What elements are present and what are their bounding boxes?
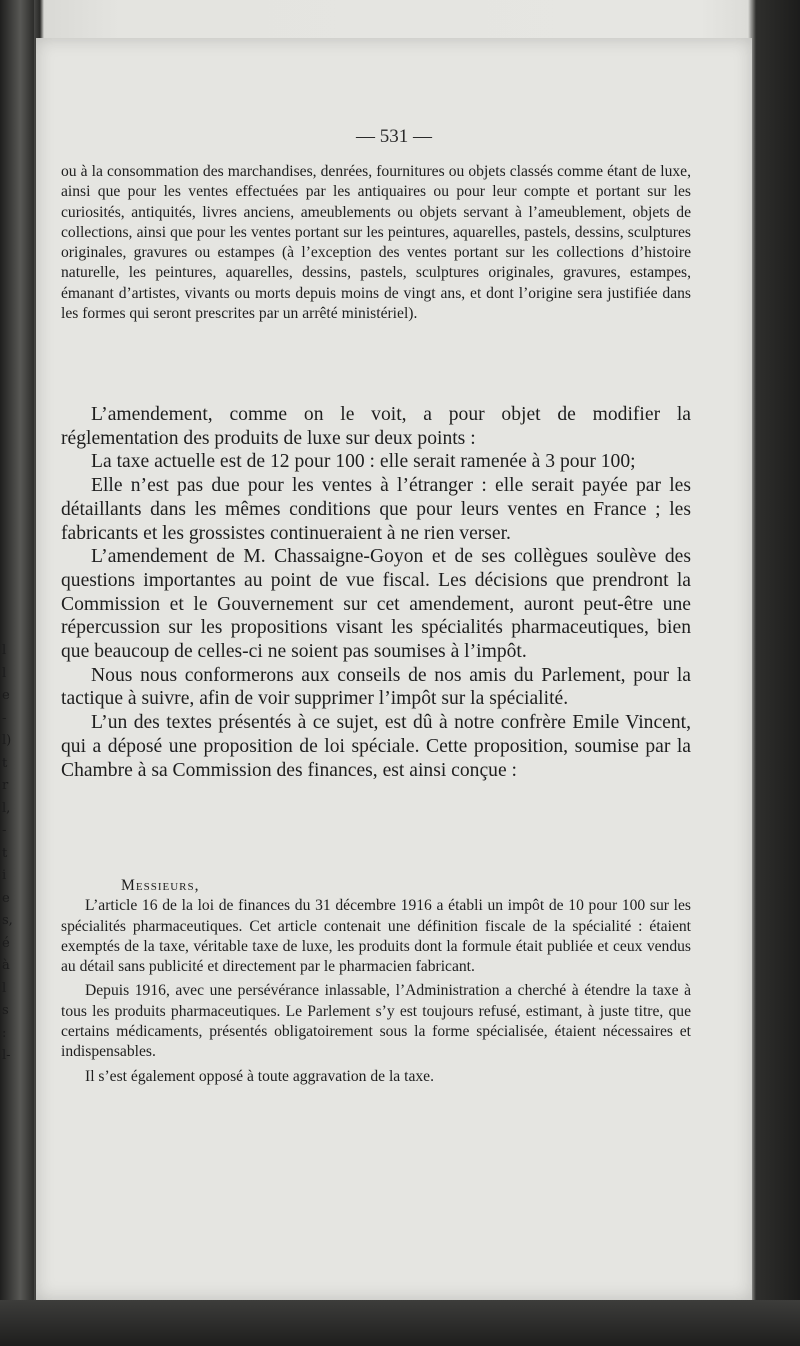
continued-paragraph (61, 162, 691, 324)
paragraph-amendment-intro: L’amendement, comme on le voit, a pour objet de modifier la réglementation des produits de luxe sur deux points : (61, 404, 691, 449)
margin-char: : (2, 1025, 7, 1041)
margin-char: r (2, 778, 9, 793)
margin-char: i (2, 868, 7, 883)
margin-char: e (2, 688, 10, 703)
quote-paragraph: Il s’est également opposé à toute aggravation de la taxe. (85, 1067, 434, 1085)
paragraph-proposal: L’un des textes présentés à ce sujet, est dû à notre confrère Emile Vincent, qui a déposé une proposition de loi spéciale. Cette proposition, soumise par la Chambre à sa Commission des finances, est ainsi conçue : (61, 712, 691, 781)
margin-char: l, (2, 800, 11, 816)
paragraph-fiscal-questions: L’amendement de M. Chassaigne-Goyon et de ses collègues soulève des questions importantes au point de vue fiscal. Les décisions que prendront la Commission et le Gouvernement sur cet amendement, auront peut-être une répercussion sur les propositions visant les spécialités pharmaceutiques, bien que beaucoup de celles-ci ne soient pas soumises à l’impôt. (61, 546, 691, 663)
page-number: — 531 — (356, 126, 432, 147)
adjacent-page-margin (2, 640, 14, 1068)
margin-char: l (2, 980, 7, 996)
paragraph-tax-rate: La taxe actuelle est de 12 pour 100 : elle serait ramenée à 3 pour 100; (91, 451, 636, 473)
margin-char: t (2, 845, 8, 861)
paragraph-tactics: Nous nous conformerons aux conseils de nos amis du Parlement, pour la tactique à suivre, afin de voir supprimer l’impôt sur la spécialité. (61, 664, 691, 710)
margin-char: l (2, 643, 7, 658)
main-body (61, 403, 691, 782)
scan-bottom-edge (0, 1300, 800, 1346)
margin-char: t (2, 755, 8, 771)
margin-char: é (2, 935, 10, 951)
margin-char: s, (2, 913, 13, 928)
margin-char: e (2, 890, 10, 906)
margin-char: à (2, 958, 10, 973)
margin-char: l (2, 665, 7, 681)
quoted-proposal (61, 876, 691, 1087)
margin-char: s (2, 1003, 9, 1018)
margin-char: l- (2, 1048, 11, 1063)
document-page (36, 38, 752, 1300)
quote-paragraph: Depuis 1916, avec une persévérance inlassable, l’Administration a cherché à étendre la taxe à tous les produits pharmaceutiques. Le Parlement s’y est toujours refusé, estimant, à juste titre, que certains médicaments, présentés obligatoirement sous la forme spécialisée, étaient nécessaires et indispensables. (61, 982, 691, 1061)
paragraph-text: ou à la consommation des marchandises, denrées, fournitures ou objets classés comme étant de luxe, ainsi que pour les ventes effectuées par les antiquaires ou pour leur compte et portant sur les curiosités, antiquités, livres anciens, ameublements ou objets servant à l’ameublement, objets de collections, ainsi que pour les ventes portant sur les peintures, aquarelles, pastels, dessins, sculptures originales, gravures ou estampes (à l’exception des ventes portant sur les collections d’histoire naturelle, les peintures, aquarelles, dessins, pastels, sculptures originales, gravures, estampes, émanant d’artistes, vivants ou morts depuis moins de vingt ans, et dont l’origine sera justifiée dans les formes qui seront prescrites par un arrêté ministériel). (61, 163, 691, 323)
binding-edge (0, 0, 34, 1346)
margin-char: - (2, 710, 7, 726)
paragraph-foreign-sales: Elle n’est pas due pour les ventes à l’étranger : elle serait payée par les détaillants dans les mêmes conditions que pour leurs ventes en France ; les fabricants et les grossistes continueraient à ne rien verser. (61, 475, 691, 544)
margin-char: l) (2, 733, 12, 748)
salutation: Messieurs, (121, 877, 200, 894)
quote-paragraph: L’article 16 de la loi de finances du 31 décembre 1916 a établi un impôt de 10 pour 100 sur les spécialités pharmaceutiques. Cet article contenait une définition fiscale de la spécialité : étaient exemptés de la taxe, véritable taxe de luxe, les produits dont la formule était publiée et ceux vendus au détail sans publicité et directement par le pharmacien fabricant. (61, 897, 691, 976)
margin-char: - (2, 823, 7, 838)
